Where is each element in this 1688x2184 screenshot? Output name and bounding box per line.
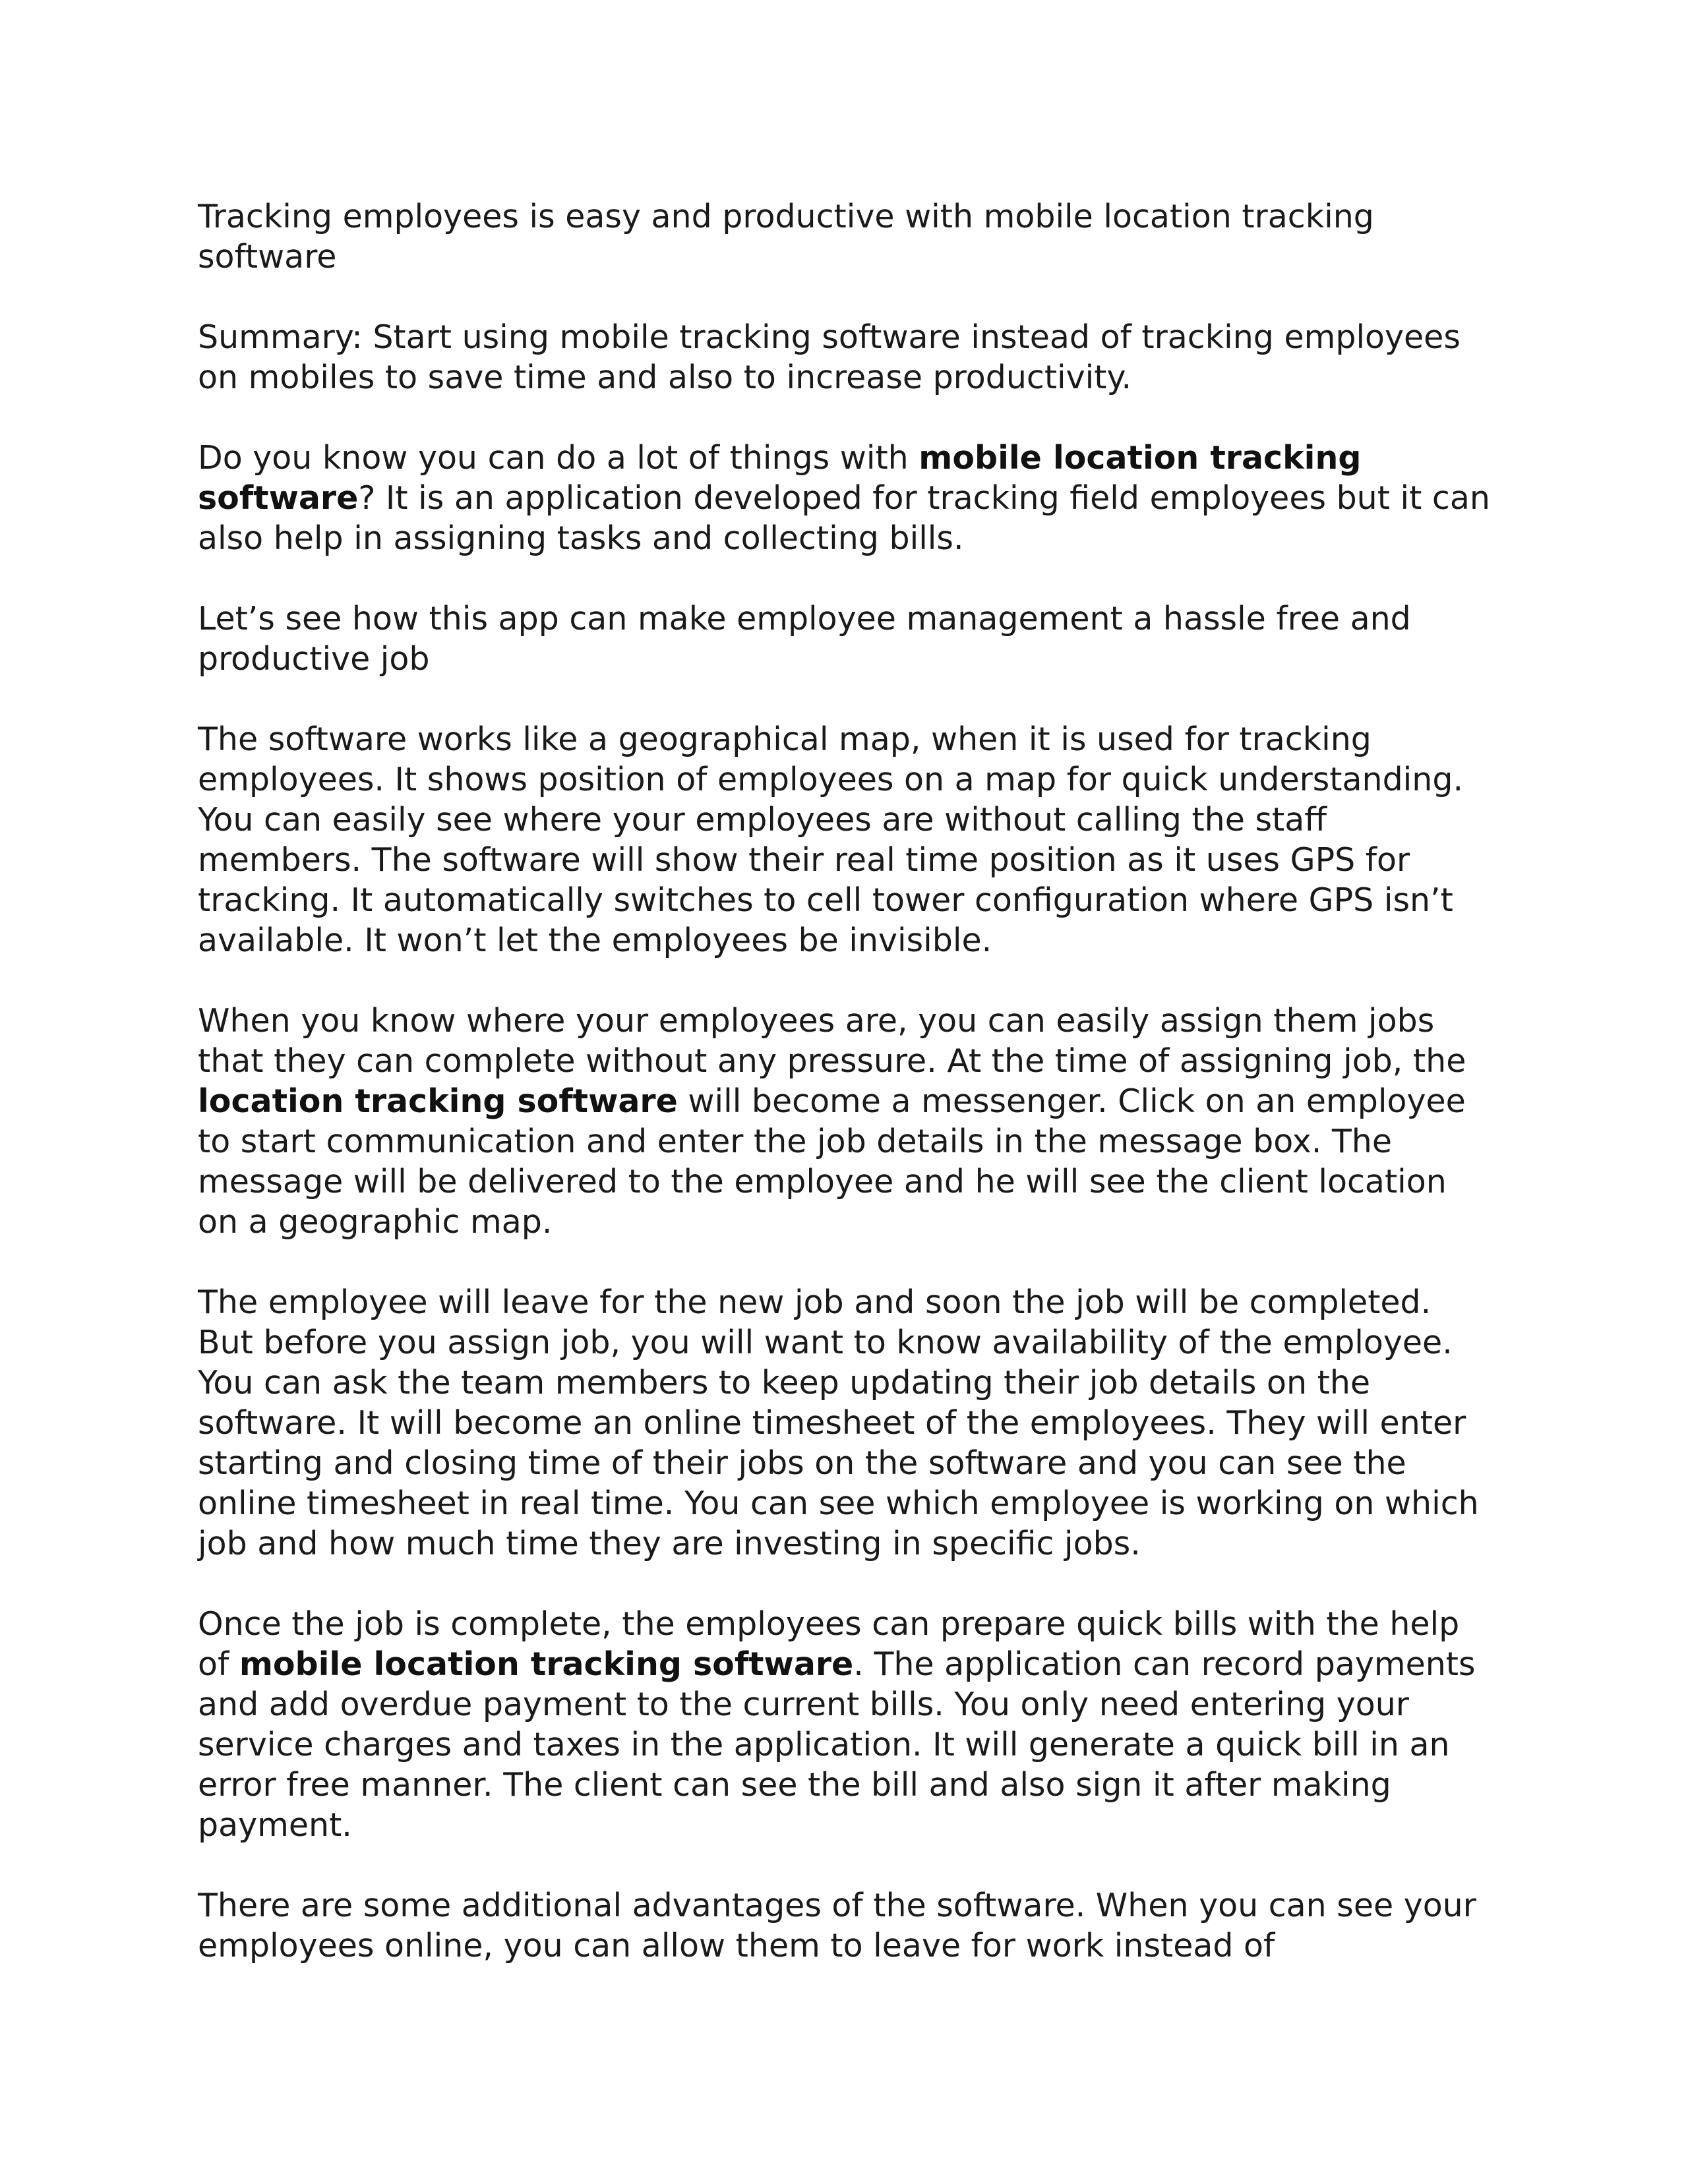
messenger-text-end: will become a messenger. Click on an employee to start communication and enter the job details in the message box. The message will be delivered to the employee and he will see the client location on a geographic map.: [198, 1082, 1466, 1241]
document-title: Tracking employees is easy and productive with mobile location tracking software: [198, 198, 1374, 276]
billing-text-start: Once the job is complete, the employees can prepare quick bills with the help of: [198, 1605, 1460, 1683]
messenger-paragraph: [198, 1001, 1490, 1242]
billing-paragraph: [198, 1604, 1490, 1845]
billing-text-end: . The application can record payments and add overdue payment to the current bills. You only need entering your service charges and taxes in the application. It will generate a quick bill in an error free manner. The client can see the bill and also sign it after making payment.: [198, 1645, 1476, 1844]
messenger-keyword: location tracking software: [198, 1082, 678, 1120]
intro-text-start: Do you know you can do a lot of things with: [198, 439, 919, 477]
advantages-paragraph: There are some additional advantages of the software. When you can see your employees online, you can allow them to leave for work instead of: [198, 1887, 1476, 1964]
lead-in-paragraph: Let’s see how this app can make employee management a hassle free and productive job: [198, 600, 1411, 678]
map-paragraph: The software works like a geographical map, when it is used for tracking employees. It shows position of employees on a map for quick understanding. You can easily see where your employees are without calling the staff members. The software will show their real time position as it uses GPS for tracking. It automatically switches to cell tower configuration where GPS isn’t available. It won’t let the employees be invisible.: [198, 721, 1464, 959]
document-body: [198, 196, 1490, 2006]
messenger-text-start: When you know where your employees are, you can easily assign them jobs that they can complete without any pressure. At the time of assigning job, the: [198, 1002, 1466, 1080]
intro-text-end: ? It is an application developed for tracking field employees but it can also help in assigning tasks and collecting bills.: [198, 479, 1490, 557]
summary-paragraph: Summary: Start using mobile tracking software instead of tracking employees on mobiles to save time and also to increase productivity.: [198, 318, 1461, 396]
timesheet-paragraph: The employee will leave for the new job and soon the job will be completed. But before you assign job, you will want to know availability of the employee. You can ask the team members to keep updating their job details on the software. It will become an online timesheet of the employees. They will enter starting and closing time of their jobs on the software and you can see the online timesheet in real time. You can see which employee is working on which job and how much time they are investing in specific jobs.: [198, 1284, 1479, 1562]
intro-keyword: mobile location tracking software: [198, 439, 1362, 517]
billing-keyword: mobile location tracking software: [239, 1645, 854, 1683]
intro-paragraph: [198, 438, 1490, 558]
